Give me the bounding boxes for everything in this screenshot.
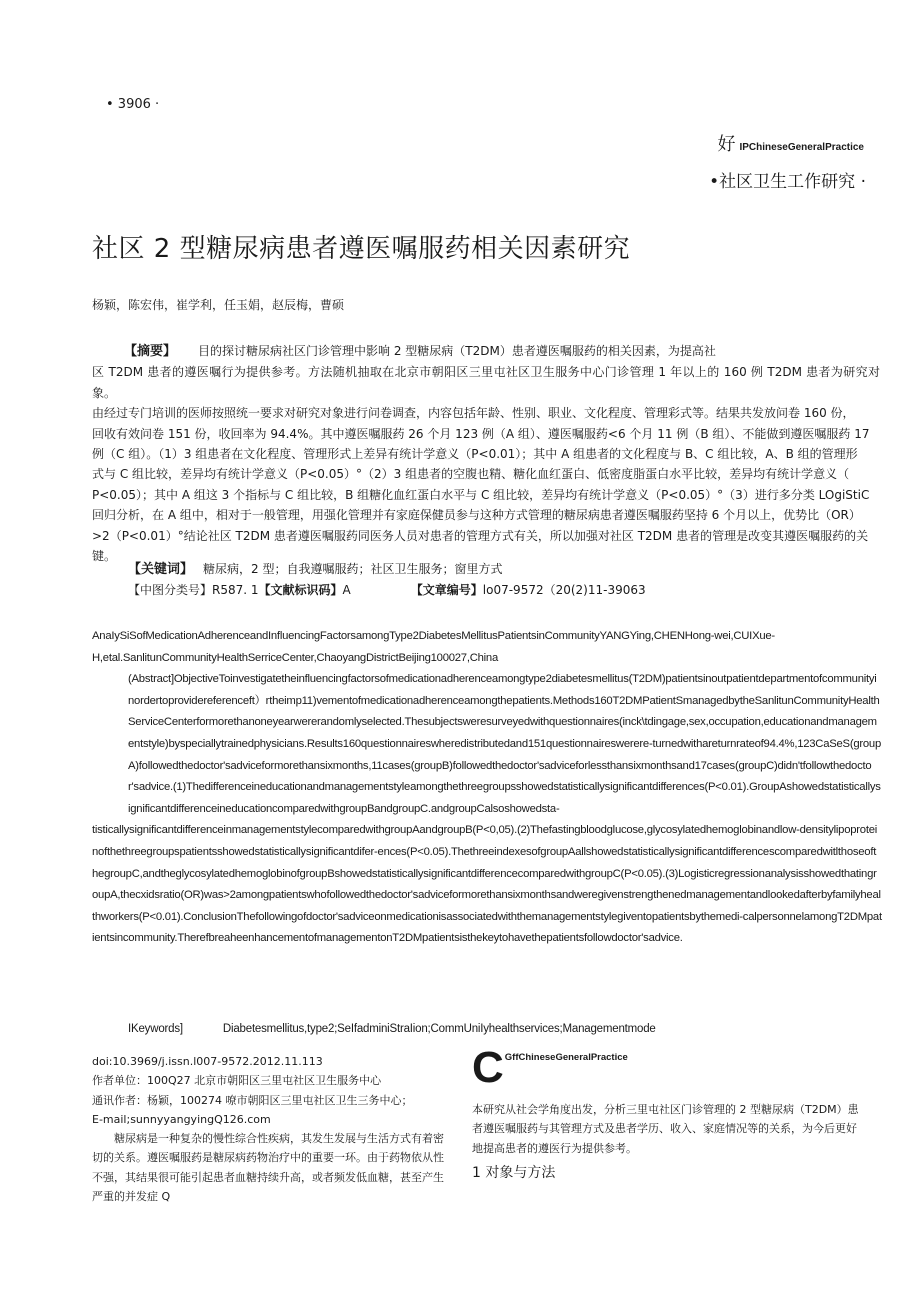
abstract-zh-line-6: 式与 C 组比较，差异均有统计学意义（P<0.05）°（2）3 组患者的空腹也精、糖化血红蛋白、低密度脂蛋白水平比较，差异均有统计学意义（ (92, 467, 850, 482)
abstract-zh (92, 341, 880, 566)
author-list: 杨颖，陈宏伟，崔学利，任玉娟，赵辰梅，曹硕 (92, 298, 345, 312)
classification-line (128, 581, 646, 598)
journal-logo (472, 1043, 628, 1092)
right-column (472, 1100, 862, 1183)
corresponding-author: 通讯作者：杨颖，100274 嘹市朝阳区三里屯社区卫生三务中心； (92, 1093, 413, 1107)
clc-label: 【中图分类号】 (128, 583, 213, 597)
abstract-zh-line-5: 例（C 组）。（1）3 组患者在文化程度、管理形式上差异有统计学意义（P<0.01）；其中 A 组患者的文化程度与 B、C 组比较，A、B 组的管理形 (92, 447, 858, 462)
abstract-zh-line-1: 【摘要】 目的探讨糖尿病社区门诊管理中影响 2 型糖尿病（T2DM）患者遵医嘱服药的相关因素，为提高社 (124, 344, 716, 359)
journal-name-en: IPChineseGeneralPractice (739, 142, 864, 153)
body-intro-text: 糖尿病是一种复杂的慢性综合性疾病，其发生发展与生活方式有着密切的关系。遵医嘱服药是糖尿病药物治疗中的重要一环。由于药物依从性不强，其结果很可能引起患者血糖持续升高，或者频发低血糖，甚至产生严重的并发症 Q (92, 1132, 444, 1204)
keywords-zh (128, 558, 502, 577)
keywords-en (128, 1023, 656, 1035)
english-abstract (92, 626, 882, 950)
abstract-tag: 【摘要】 (124, 344, 177, 359)
left-column (92, 1052, 452, 1206)
english-title-line-2: H,etal.SanlitunCommunityHealthSerriceCenter,ChaoyangDistrictBeijing100027,China (92, 651, 498, 664)
abstract-zh-line-2: 区 T2DM 患者的遵医嘱行为提供参考。方法随机抽取在北京市朝阳区三里屯社区卫生服务中心门诊管理 1 年以上的 160 例 T2DM 患者为研究对象。 (92, 365, 880, 400)
abstract-zh-line-10: 键。 (92, 549, 117, 564)
english-abstract-text-2: tisticallysignificantdifferenceinmanagementstylecomparedwithgroupAandgroupB(P<0,05).(2)Thefastingbloodglucose,glycosylatedhemoglobinandlow-densitylipoproteinofthethreegroupspatientsshowedstatisticallysignificantdifer-ences(P<0.05).ThethreeindexesofgroupAallshowedstatisticallysignificantdifferencescomparedwitlthoseofthegroupC,andtheglycosylatedhemoglobinofgroupBshowedstatisticallysignificantdifferencecomparedwithgroupC(P<0.05).(3)LogisticregressionanalysisshowedthatingroupA,thecxidsratio(OR)was>2amongpatientswhofollowedthedoctor'sadviceformorethansixmonthsandweregivenstrengthenedmanagementandlookedafterbyfamilyhealthworkers(P<0.01).ConclusionThefollowingofdoctor'sadviceonmedicationisassociatedwiththemanagementstylegiventopatientsbythemedi-calpersonnelamongT2DMpatientsincommunity.TherefbreaheenhancementofmanagementonT2DMpatientsisthekeytohavethepatientsfollowdoctor'sadvice. (92, 824, 882, 945)
english-title-line-1: AnaIySiSofMedicationAdherenceandInfluencingFactorsamongType2DiabetesMellitusPatientsinCommunityYANGYing,CHENHong-wei,CUIXue- (92, 630, 775, 642)
article-no-label: 【文章编号】 (410, 583, 483, 597)
journal-logo-letter: C (472, 1043, 504, 1092)
doc-code-label: 【文献标识码】 (258, 583, 343, 597)
journal-name-cn: 好 (717, 134, 736, 155)
author-affiliation: 作者单位：100Q27 北京市朝阳区三里屯社区卫生服务中心 (92, 1074, 382, 1088)
keywords-en-label: IKeywords] (128, 1023, 183, 1035)
abstract-zh-line-4: 回收有效问卷 151 份，收回率为 94.4%。其中遵医嘱服药 26 个月 123 例（A 组）、遵医嘱服药<6 个月 11 例（B 组）、不能做到遵医嘱服药 17 (92, 426, 870, 441)
doi: doi:10.3969/j.issn.l007-9572.2012.11.113 (92, 1055, 323, 1068)
abstract-zh-line-9: >2（P<0.01）°结论社区 T2DM 患者遵医嘱服药同医务人员对患者的管理方式有关，所以加强对社区 T2DM 患者的管理是改变其遵医嘱服药的关 (92, 528, 869, 543)
page-number: • 3906 · (106, 97, 160, 112)
section-heading-methods: 1 对象与方法 (472, 1164, 556, 1181)
journal-header (717, 130, 864, 156)
clc-value: R587. 1 (212, 583, 259, 597)
keywords-tag: 【关键词】 (128, 562, 194, 577)
section-label: •社区卫生工作研究 · (709, 172, 866, 192)
journal-logo-text: GffChineseGeneralPractice (504, 1052, 628, 1063)
abstract-zh-line-3: 由经过专门培训的医师按照统一要求对研究对象进行问卷调查，内容包括年龄、性别、职业、文化程度、管理彩式等。结果共发放问卷 160 份， (92, 406, 855, 421)
email: E-mail;sunnyyangyingQ126.com (92, 1112, 271, 1126)
keywords-zh-text: 糖尿病，2 型；自我遵嘱服药；社区卫生服务；窗里方式 (203, 562, 503, 576)
body-right-text: 本研究从社会学角度出发，分析三里屯社区门诊管理的 2 型糖尿病（T2DM）患者遵医嘱服药与其管理方式及患者学历、收入、家庭情况等的关系，为今后更好地提高患者的遵医行为提供参考。 (472, 1103, 859, 1155)
english-abstract-text: (Abstract]ObjectiveToinvestigatetheinfluencingfactorsofmedicationadherenceamongtype2diabetesmellitus(T2DM)patientsinoutpatientdepartmentofcommunityinordertoprovidereferenceft）rtheimp11)vementofmedicationadherenceamongthepatients.Methods160T2DMPatientSmanagedbytheSanlitunCommunityHealthServiceCenterformorethanoneyearwererandomlyselected.Thesubjectsweresurveyedwithquestionnaires(inck\tdingage,sex,occupation,educationandmanagementstyle)byspeciallytrainedphysicians.Results160questionnaireswheredistributedand151questionnaireswerere-turnedwithareturnrateof94.4%,123CaSeS(groupA)followedthedoctor'sadviceformorethansixmonths,11cases(groupB)followedthedoctor'sadviceforlessthansixmonthsand17cases(groupC)didn'tfollowthedoctor'sadvice.(1)Thedifferenceineducationandmanagementstyleamongthethreegroupsshowedstatisticallysignificantdifferences(P<0.01).GroupAshowedstatisticallysignificantdifferenceineducationcomparedwithgroupBandgroupC.andgroupCalsoshowedsta- (128, 673, 881, 815)
keywords-en-text: Diabetesmellitus,type2;SeIfadminiStraIion;CommUniIyhealthservices;Managementmode (222, 1023, 656, 1035)
doc-code-value: A (342, 583, 351, 597)
abstract-zh-line-7: P<0.05）；其中 A 组这 3 个指标与 C 组比较，B 组糖化血红蛋白水平与 C 组比较，差异均有统计学意义（P<0.05）°（3）进行多分类 LOgiStiC (92, 487, 870, 502)
article-no-value: lo07-9572（20(2)11-39063 (482, 583, 646, 597)
article-title: 社区 2 型糖尿病患者遵医嘱服药相关因素研究 (92, 234, 631, 264)
abstract-zh-line-8: 回归分析，在 A 组中，相对于一般管理，用强化管理并有家庭保健员参与这种方式管理的糖尿病患者遵医嘱服药坚持 6 个月以上，优势比（OR） (92, 508, 861, 523)
